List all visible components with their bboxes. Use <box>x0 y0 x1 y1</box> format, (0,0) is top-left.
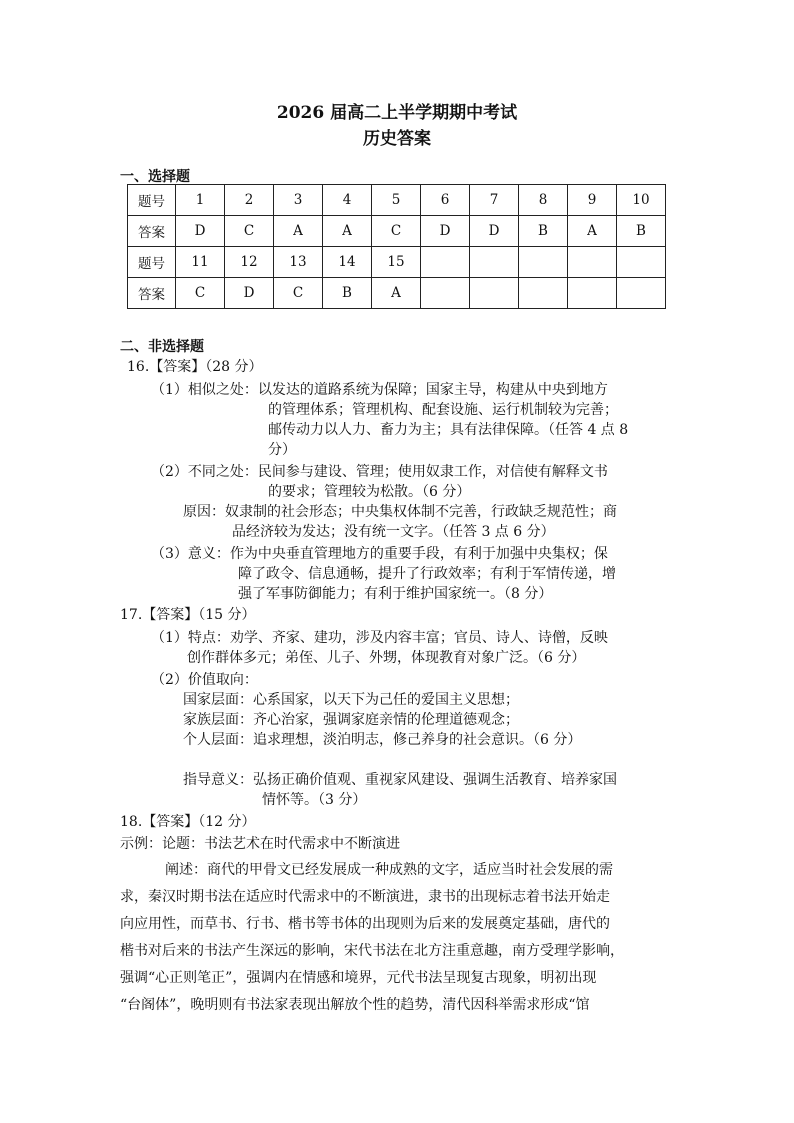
q16-reason-line: 品经济较为发达；没有统一文字。（任答 3 点 6 分） <box>232 524 555 540</box>
table-cell: 14 <box>323 247 372 278</box>
table-row <box>128 185 666 216</box>
table-cell: 8 <box>519 185 568 216</box>
q17-p2-line: 国家层面：心系国家，以天下为己任的爱国主义思想； <box>183 692 519 708</box>
row-label: 题号 <box>128 247 176 278</box>
q18-para-line: 阐述：商代的甲骨文已经发展成一种成熟的文字，适应当时社会发展的需 <box>165 862 613 878</box>
q18-para-line: 求，秦汉时期书法在适应时代需求中的不断演进，隶书的出现标志着书法开始走 <box>120 889 610 905</box>
table-cell <box>421 278 470 309</box>
table-cell: 4 <box>323 185 372 216</box>
table-cell: B <box>323 278 372 309</box>
exam-subtitle: 历史答案 <box>363 129 431 149</box>
table-cell: D <box>470 216 519 247</box>
table-cell <box>470 247 519 278</box>
table-cell <box>519 278 568 309</box>
q18-para-line: 强调“心正则笔正”，强调内在情感和境界，元代书法呈现复古现象，明初出现 <box>120 970 597 986</box>
q16-p1-line: （1）相似之处：以发达的道路系统为保障；国家主导，构建从中央到地方 <box>151 382 608 398</box>
q17-p2-line: 个人层面：追求理想，淡泊明志，修己养身的社会意识。（6 分） <box>183 732 582 748</box>
q16-title: 16.【答案】（28 分） <box>127 359 263 375</box>
q18-title: 18.【答案】（12 分） <box>120 814 256 830</box>
table-cell: C <box>176 278 225 309</box>
section-nonchoice-heading: 二、非选择题 <box>120 339 204 355</box>
table-cell: 12 <box>225 247 274 278</box>
q16-p3-line: 强了军事防御能力；有利于维护国家统一。（8 分） <box>238 586 553 602</box>
table-cell: 9 <box>568 185 617 216</box>
q17-p1-line: 创作群体多元；弟侄、儿子、外甥，体现教育对象广泛。（6 分） <box>187 650 586 666</box>
table-cell: 6 <box>421 185 470 216</box>
table-cell <box>568 247 617 278</box>
table-cell: 2 <box>225 185 274 216</box>
table-cell: D <box>176 216 225 247</box>
table-cell: C <box>225 216 274 247</box>
q18-example: 示例：论题：书法艺术在时代需求中不断演进 <box>120 836 400 852</box>
q16-p1-line: 邮传动力以人力、畜力为主；具有法律保障。（任答 4 点 8 <box>268 422 629 438</box>
table-cell: A <box>323 216 372 247</box>
table-cell <box>617 247 666 278</box>
q18-para-line: 楷书对后来的书法产生深远的影响，宋代书法在北方注重意趣，南方受理学影响， <box>120 943 624 959</box>
table-cell: 3 <box>274 185 323 216</box>
table-cell: 10 <box>617 185 666 216</box>
table-cell: A <box>568 216 617 247</box>
table-cell: 13 <box>274 247 323 278</box>
q16-p2-line: 的要求；管理较为松散。（6 分） <box>268 484 471 500</box>
table-cell: 1 <box>176 185 225 216</box>
q17-p1-line: （1）特点：劝学、齐家、建功，涉及内容丰富；官员、诗人、诗僧，反映 <box>151 630 608 646</box>
q16-p1-line: 分） <box>268 442 296 458</box>
table-cell <box>617 278 666 309</box>
table-row <box>128 278 666 309</box>
table-cell: 5 <box>372 185 421 216</box>
table-cell: 7 <box>470 185 519 216</box>
row-label: 答案 <box>128 216 176 247</box>
table-cell <box>519 247 568 278</box>
table-cell: A <box>274 216 323 247</box>
q17-guide-line: 指导意义：弘扬正确价值观、重视家风建设、强调生活教育、培养家国 <box>183 772 617 788</box>
table-cell <box>470 278 519 309</box>
row-label: 答案 <box>128 278 176 309</box>
q16-reason-line: 原因：奴隶制的社会形态；中央集权体制不完善，行政缺乏规范性；商 <box>183 504 617 520</box>
table-cell: D <box>225 278 274 309</box>
q18-para-line: “台阁体”，晚明则有书法家表现出解放个性的趋势，清代因科举需求形成“馆 <box>120 997 590 1013</box>
table-cell: 15 <box>372 247 421 278</box>
q16-p1-line: 的管理体系；管理机构、配套设施、运行机制较为完善； <box>268 402 618 418</box>
q16-p3-line: 障了政令、信息通畅，提升了行政效率；有利于军情传递，增 <box>238 566 616 582</box>
table-cell: B <box>617 216 666 247</box>
table-row <box>128 247 666 278</box>
table-cell: B <box>519 216 568 247</box>
table-cell: C <box>274 278 323 309</box>
table-row <box>128 216 666 247</box>
exam-title: 2026 届高二上半学期期中考试 <box>276 103 518 123</box>
q16-p2-line: （2）不同之处：民间参与建设、管理；使用奴隶工作，对信使有解释文书 <box>151 464 608 480</box>
q17-title: 17.【答案】（15 分） <box>120 607 256 623</box>
q17-p2-line: 家族层面：齐心治家，强调家庭亲情的伦理道德观念； <box>183 712 519 728</box>
table-cell: C <box>372 216 421 247</box>
q16-p3-line: （3）意义：作为中央垂直管理地方的重要手段，有利于加强中央集权；保 <box>151 546 608 562</box>
table-cell <box>421 247 470 278</box>
row-label: 题号 <box>128 185 176 216</box>
table-cell: D <box>421 216 470 247</box>
answer-table <box>127 184 666 309</box>
table-cell: 11 <box>176 247 225 278</box>
q17-guide-line: 情怀等。（3 分） <box>262 792 367 808</box>
q17-p2-line: （2）价值取向： <box>151 672 258 688</box>
table-cell <box>568 278 617 309</box>
table-cell: A <box>372 278 421 309</box>
q18-para-line: 向应用性，而草书、行书、楷书等书体的出现则为后来的发展奠定基础，唐代的 <box>120 916 610 932</box>
section-choice-heading: 一、选择题 <box>120 169 190 185</box>
